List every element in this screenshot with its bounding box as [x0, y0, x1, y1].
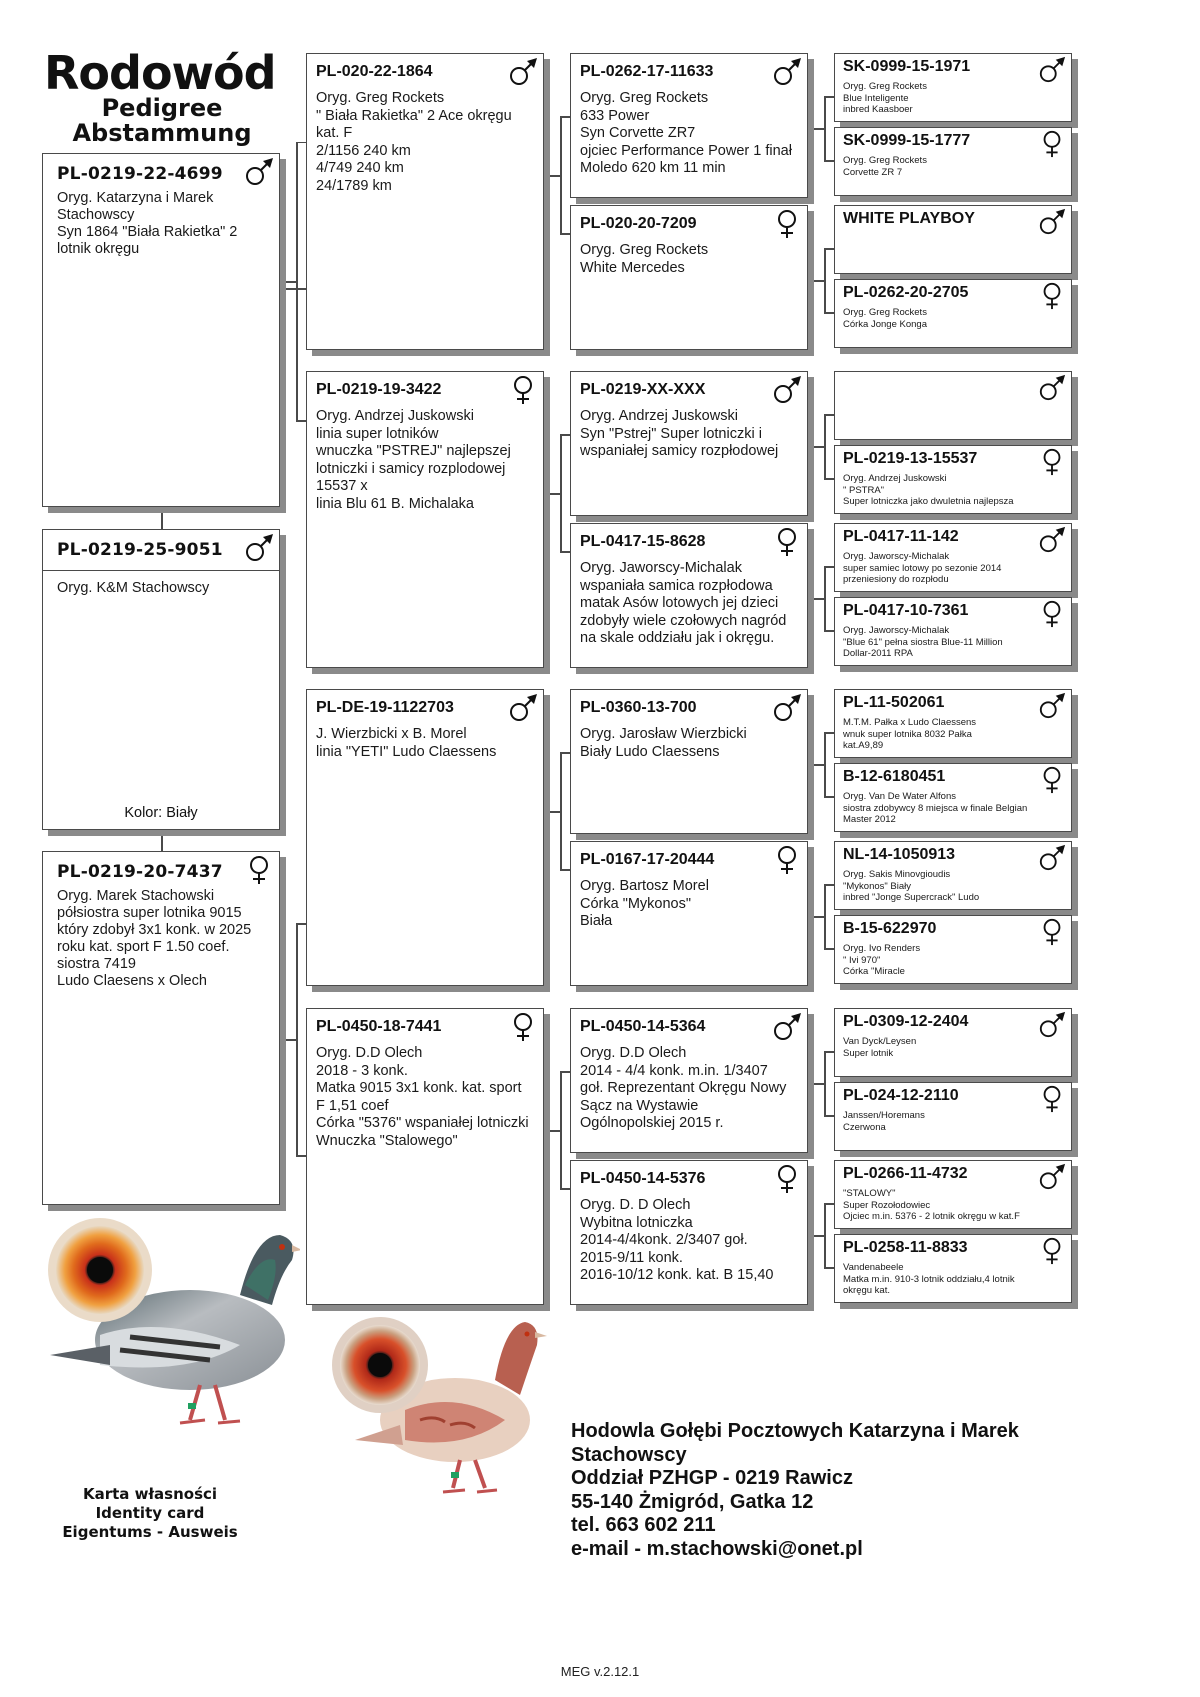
- male-symbol-icon: [1038, 1163, 1066, 1191]
- great-great-grandparent-card: [834, 763, 1072, 832]
- female-symbol-icon: [1038, 448, 1066, 476]
- connector-line: [824, 1203, 826, 1267]
- connector-line: [824, 312, 834, 314]
- male-symbol-icon: [508, 693, 538, 723]
- connector-line: [550, 493, 560, 495]
- ring-number: B-15-622970: [843, 920, 937, 937]
- connector-line: [824, 478, 834, 480]
- bird-description: Oryg. Jaworscy-Michalak "Blue 61" pełna siostra Blue-11 Million Dollar-2011 RPA: [843, 625, 1003, 659]
- female-symbol-icon: [1038, 766, 1066, 794]
- great-great-grandparent-card: [834, 1234, 1072, 1303]
- bird-description: Oryg. Van De Water Alfons siostra zdobywcy 8 miejsca w finale Belgian Master 2012: [843, 791, 1028, 825]
- breeder-contact-info: Hodowla Gołębi Pocztowych Katarzyna i Marek Stachowscy Oddział PZHGP - 0219 Rawicz 55-140 Żmigród, Gatka 12 tel. 663 602 211 e-mail - m.stachowski@onet.pl: [571, 1420, 1019, 1560]
- grandparent-card: [306, 689, 544, 986]
- male-symbol-icon: [772, 693, 802, 723]
- bird-description: J. Wierzbicki x B. Morel linia "YETI" Ludo Claessens: [316, 726, 497, 760]
- connector-line: [824, 732, 826, 796]
- ring-number: PL-020-22-1864: [316, 63, 433, 80]
- great-grandparent-card: [570, 53, 808, 198]
- bird-description: Oryg. Bartosz Morel Córka "Mykonos" Biała: [580, 878, 709, 929]
- great-grandparent-card: [570, 205, 808, 350]
- bird-description: Oryg. Andrzej Juskowski Syn "Pstrej" Super lotniczki i wspaniałej samicy rozpłodowej: [580, 408, 779, 459]
- great-great-grandparent-card: [834, 53, 1072, 122]
- bird-description: Oryg. Greg Rockets " Biała Rakietka" 2 Ace okręgu kat. F 2/1156 240 km 4/749 240 km 24/1789 km: [316, 90, 512, 194]
- bird-description: Oryg. Greg Rockets Córka Jonge Konga: [843, 307, 927, 330]
- ring-number: SK-0999-15-1971: [843, 58, 971, 75]
- ring-number: PL-0262-17-11633: [580, 63, 714, 80]
- bird-description: Van Dyck/Leysen Super lotnik: [843, 1036, 917, 1059]
- ring-number: PL-0309-12-2404: [843, 1013, 969, 1030]
- bird-description: Oryg. Ivo Renders " Ivi 970" Córka "Miracle: [843, 943, 921, 977]
- connector-line: [814, 128, 824, 130]
- ring-number: NL-14-1050913: [843, 846, 956, 863]
- bird-description: Vandenabeele Matka m.in. 910-3 lotnik oddziału,4 lotnik okręgu kat.: [843, 1262, 1015, 1296]
- male-symbol-icon: [1038, 1011, 1066, 1039]
- subject-card: [42, 529, 280, 830]
- subtitle-abstammung: Abstammung: [72, 119, 252, 147]
- great-grandparent-card: [570, 1160, 808, 1305]
- connector-line: [814, 1235, 824, 1237]
- bird-description: Oryg. Greg Rockets 633 Power Syn Corvette ZR7 ojciec Performance Power 1 finał Moledo 620 km 11 min: [580, 90, 792, 176]
- subtitle-pedigree: Pedigree: [101, 94, 223, 122]
- ring-number: PL-0219-19-3422: [316, 381, 442, 398]
- bird-description: Oryg. D.D Olech 2018 - 3 konk. Matka 9015 3x1 konk. kat. sport F 1,51 coef Córka "5376" wspaniałej lotniczki Wnuczka "Stalowego": [316, 1045, 529, 1149]
- connector-line: [560, 1071, 562, 1188]
- ring-number: B-12-6180451: [843, 768, 946, 785]
- connector-line: [824, 732, 834, 734]
- great-great-grandparent-card: [834, 689, 1072, 758]
- bird-description: Oryg. Jarosław Wierzbicki Biały Ludo Claessens: [580, 726, 747, 760]
- connector-line: [824, 884, 826, 948]
- great-great-grandparent-card: [834, 597, 1072, 666]
- ring-number: PL-024-12-2110: [843, 1087, 959, 1104]
- pigeon-photo-red: [325, 1310, 555, 1510]
- ring-number: WHITE PLAYBOY: [843, 210, 975, 227]
- dam-ring-number: PL-0219-20-7437: [57, 862, 223, 882]
- pigeon-red-illustration: [325, 1310, 555, 1510]
- connector-line: [824, 948, 834, 950]
- ring-number: PL-0167-17-20444: [580, 851, 715, 868]
- female-symbol-icon: [508, 1012, 538, 1042]
- connector-line: [824, 566, 834, 568]
- ring-number: PL-0219-XX-XXX: [580, 381, 706, 398]
- ring-number: PL-DE-19-1122703: [316, 699, 454, 716]
- connector-line: [550, 811, 560, 813]
- great-great-grandparent-card: [834, 1160, 1072, 1229]
- connector-line: [550, 175, 560, 177]
- great-grandparent-card: [570, 1008, 808, 1153]
- dam-description: Oryg. Marek Stachowski półsiostra super lotnika 9015 który zdobył 3x1 konk. w 2025 roku kat. sport F 1.50 coef. siostra 7419 Ludo Claesens x Olech: [57, 888, 252, 989]
- female-symbol-icon: [772, 527, 802, 557]
- bird-description: Janssen/Horemans Czerwona: [843, 1110, 925, 1133]
- male-symbol-icon: [1038, 208, 1066, 236]
- connector-line: [296, 923, 298, 1155]
- female-symbol-icon: [772, 1164, 802, 1194]
- grandparent-card: [306, 371, 544, 668]
- sire-description: Oryg. Katarzyna i Marek Stachowscy Syn 1864 "Biała Rakietka" 2 lotnik okręgu: [57, 190, 238, 257]
- grandparent-card: [306, 53, 544, 350]
- sire-ring-number: PL-0219-22-4699: [57, 164, 223, 184]
- connector-line: [824, 884, 834, 886]
- male-symbol-icon: [772, 375, 802, 405]
- bird-description: Oryg. Jaworscy-Michalak super samiec lotowy po sezonie 2014 przeniesiony do rozpłodu: [843, 551, 1002, 585]
- male-symbol-icon: [244, 533, 274, 563]
- great-great-grandparent-card: [834, 1008, 1072, 1077]
- connector-line: [296, 420, 306, 422]
- connector-line: [814, 916, 824, 918]
- bird-description: Oryg. Andrzej Juskowski linia super lotników wnuczka "PSTREJ" najlepszej lotniczki i samicy rozplodowej 15537 x linia Blu 61 B. Michalaka: [316, 408, 511, 512]
- ring-number: PL-0266-11-4732: [843, 1165, 968, 1182]
- identity-card-label: Karta własności Identity card Eigentums - Ausweis: [62, 1485, 238, 1541]
- connector-line: [161, 507, 163, 529]
- bird-description: Oryg. Greg Rockets Corvette ZR 7: [843, 155, 927, 178]
- female-symbol-icon: [508, 375, 538, 405]
- connector-line: [550, 1130, 560, 1132]
- connector-line: [824, 1203, 834, 1205]
- female-symbol-icon: [1038, 130, 1066, 158]
- bird-description: M.T.M. Pałka x Ludo Claessens wnuk super lotnika 8032 Pałka kat.A9,89: [843, 717, 977, 751]
- great-great-grandparent-card: [834, 127, 1072, 196]
- great-great-grandparent-card: [834, 1082, 1072, 1151]
- ring-number: PL-0360-13-700: [580, 699, 697, 716]
- ring-number: PL-020-20-7209: [580, 215, 697, 232]
- ring-number: SK-0999-15-1777: [843, 132, 971, 149]
- connector-line: [560, 233, 570, 235]
- connector-line: [560, 1188, 570, 1190]
- male-symbol-icon: [1038, 526, 1066, 554]
- connector-line: [824, 248, 834, 250]
- connector-line: [814, 598, 824, 600]
- female-symbol-icon: [1038, 918, 1066, 946]
- ring-number: PL-11-502061: [843, 694, 945, 711]
- great-grandparent-card: [570, 841, 808, 986]
- connector-line: [286, 281, 296, 283]
- great-great-grandparent-card: [834, 915, 1072, 984]
- connector-line: [824, 1267, 834, 1269]
- subject-color: Kolor: Biały: [124, 805, 198, 821]
- ring-number: PL-0450-14-5376: [580, 1170, 706, 1187]
- male-symbol-icon: [1038, 692, 1066, 720]
- pigeon-blue-illustration: [40, 1215, 300, 1440]
- bird-description: Oryg. D. D Olech Wybitna lotniczka 2014-4/4konk. 2/3407 goł. 2015-9/11 konk. 2016-10/12 konk. kat. B 15,40: [580, 1197, 774, 1283]
- connector-line: [824, 1051, 834, 1053]
- ring-number: PL-0262-20-2705: [843, 284, 969, 301]
- ring-number: PL-0219-13-15537: [843, 450, 978, 467]
- connector-line: [824, 160, 834, 162]
- great-great-grandparent-card: [834, 205, 1072, 274]
- software-version: MEG v.2.12.1: [560, 1664, 640, 1679]
- connector-line: [560, 434, 570, 436]
- female-symbol-icon: [1038, 1085, 1066, 1113]
- male-symbol-icon: [772, 57, 802, 87]
- connector-line: [560, 869, 570, 871]
- bird-description: Oryg. Andrzej Juskowski " PSTRA" Super lotniczka jako dwuletnia najlepsza: [843, 473, 1014, 507]
- subject-description: Oryg. K&M Stachowscy: [57, 580, 210, 596]
- connector-line: [560, 434, 562, 551]
- connector-line: [161, 830, 163, 851]
- great-grandparent-card: [570, 523, 808, 668]
- connector-line: [824, 96, 826, 160]
- connector-line: [824, 414, 834, 416]
- connector-line: [560, 1071, 570, 1073]
- connector-line: [814, 446, 824, 448]
- connector-line: [824, 630, 834, 632]
- subject-header: [43, 530, 279, 571]
- male-symbol-icon: [1038, 844, 1066, 872]
- grandparent-card: [306, 1008, 544, 1305]
- connector-line: [560, 116, 570, 118]
- connector-line: [814, 280, 824, 282]
- female-symbol-icon: [1038, 282, 1066, 310]
- connector-line: [824, 96, 834, 98]
- bird-description: "STALOWY" Super Rozołodowiec Ojciec m.in. 5376 - 2 lotnik okręgu w kat.F: [843, 1188, 1020, 1222]
- connector-line: [814, 1083, 824, 1085]
- male-symbol-icon: [772, 1012, 802, 1042]
- great-grandparent-card: [570, 689, 808, 834]
- male-symbol-icon: [244, 157, 274, 187]
- connector-line: [296, 142, 298, 421]
- connector-line: [824, 1051, 826, 1115]
- connector-line: [296, 923, 306, 925]
- bird-description: Oryg. Sakis Minovgioudis "Mykonos" Biały inbred "Jonge Supercrack" Ludo: [843, 869, 980, 903]
- connector-line: [560, 551, 570, 553]
- great-grandparent-card: [570, 371, 808, 516]
- pigeon-photo-blue: [40, 1215, 300, 1440]
- connector-line: [824, 248, 826, 312]
- ring-number: PL-0450-14-5364: [580, 1018, 706, 1035]
- male-symbol-icon: [1038, 56, 1066, 84]
- connector-line: [560, 116, 562, 233]
- connector-line: [560, 752, 562, 869]
- connector-line: [296, 142, 306, 144]
- connector-line: [824, 414, 826, 478]
- connector-line: [286, 1039, 296, 1041]
- ring-number: PL-0417-15-8628: [580, 533, 706, 550]
- male-symbol-icon: [1038, 374, 1066, 402]
- ring-number: PL-0417-10-7361: [843, 602, 969, 619]
- bird-description: Oryg. Jaworscy-Michalak wspaniała samica rozpłodowa matak Asów lotowych jej dzieci zdobyły wiele czołowych nagród na skale oddziału jak i okręgu.: [580, 560, 787, 646]
- great-great-grandparent-card: [834, 445, 1072, 514]
- page-title: Rodowód: [44, 46, 276, 100]
- great-great-grandparent-card: [834, 523, 1072, 592]
- connector-line: [824, 566, 826, 630]
- connector-line: [814, 764, 824, 766]
- female-symbol-icon: [772, 209, 802, 239]
- great-great-grandparent-card: [834, 279, 1072, 348]
- male-symbol-icon: [508, 57, 538, 87]
- bird-description: Oryg. Greg Rockets White Mercedes: [580, 242, 709, 276]
- connector-line: [824, 796, 834, 798]
- sire-card: [42, 153, 280, 507]
- ring-number: PL-0450-18-7441: [316, 1018, 442, 1035]
- connector-line: [560, 752, 570, 754]
- female-symbol-icon: [1038, 1237, 1066, 1265]
- subject-ring-number: PL-0219-25-9051: [57, 540, 223, 560]
- great-great-grandparent-card: [834, 371, 1072, 440]
- dam-card: [42, 851, 280, 1205]
- connector-line: [296, 1155, 306, 1157]
- female-symbol-icon: [772, 845, 802, 875]
- ring-number: PL-0258-11-8833: [843, 1239, 968, 1256]
- connector-line: [824, 1115, 834, 1117]
- female-symbol-icon: [1038, 600, 1066, 628]
- ring-number: PL-0417-11-142: [843, 528, 959, 545]
- great-great-grandparent-card: [834, 841, 1072, 910]
- bird-description: Oryg. Greg Rockets Blue Inteligente inbred Kaasboer: [843, 81, 927, 115]
- bird-description: Oryg. D.D Olech 2014 - 4/4 konk. m.in. 1/3407 goł. Reprezentant Okręgu Nowy Sącz na Wystawie Ogólnopolskiej 2015 r.: [580, 1045, 787, 1131]
- female-symbol-icon: [244, 855, 274, 885]
